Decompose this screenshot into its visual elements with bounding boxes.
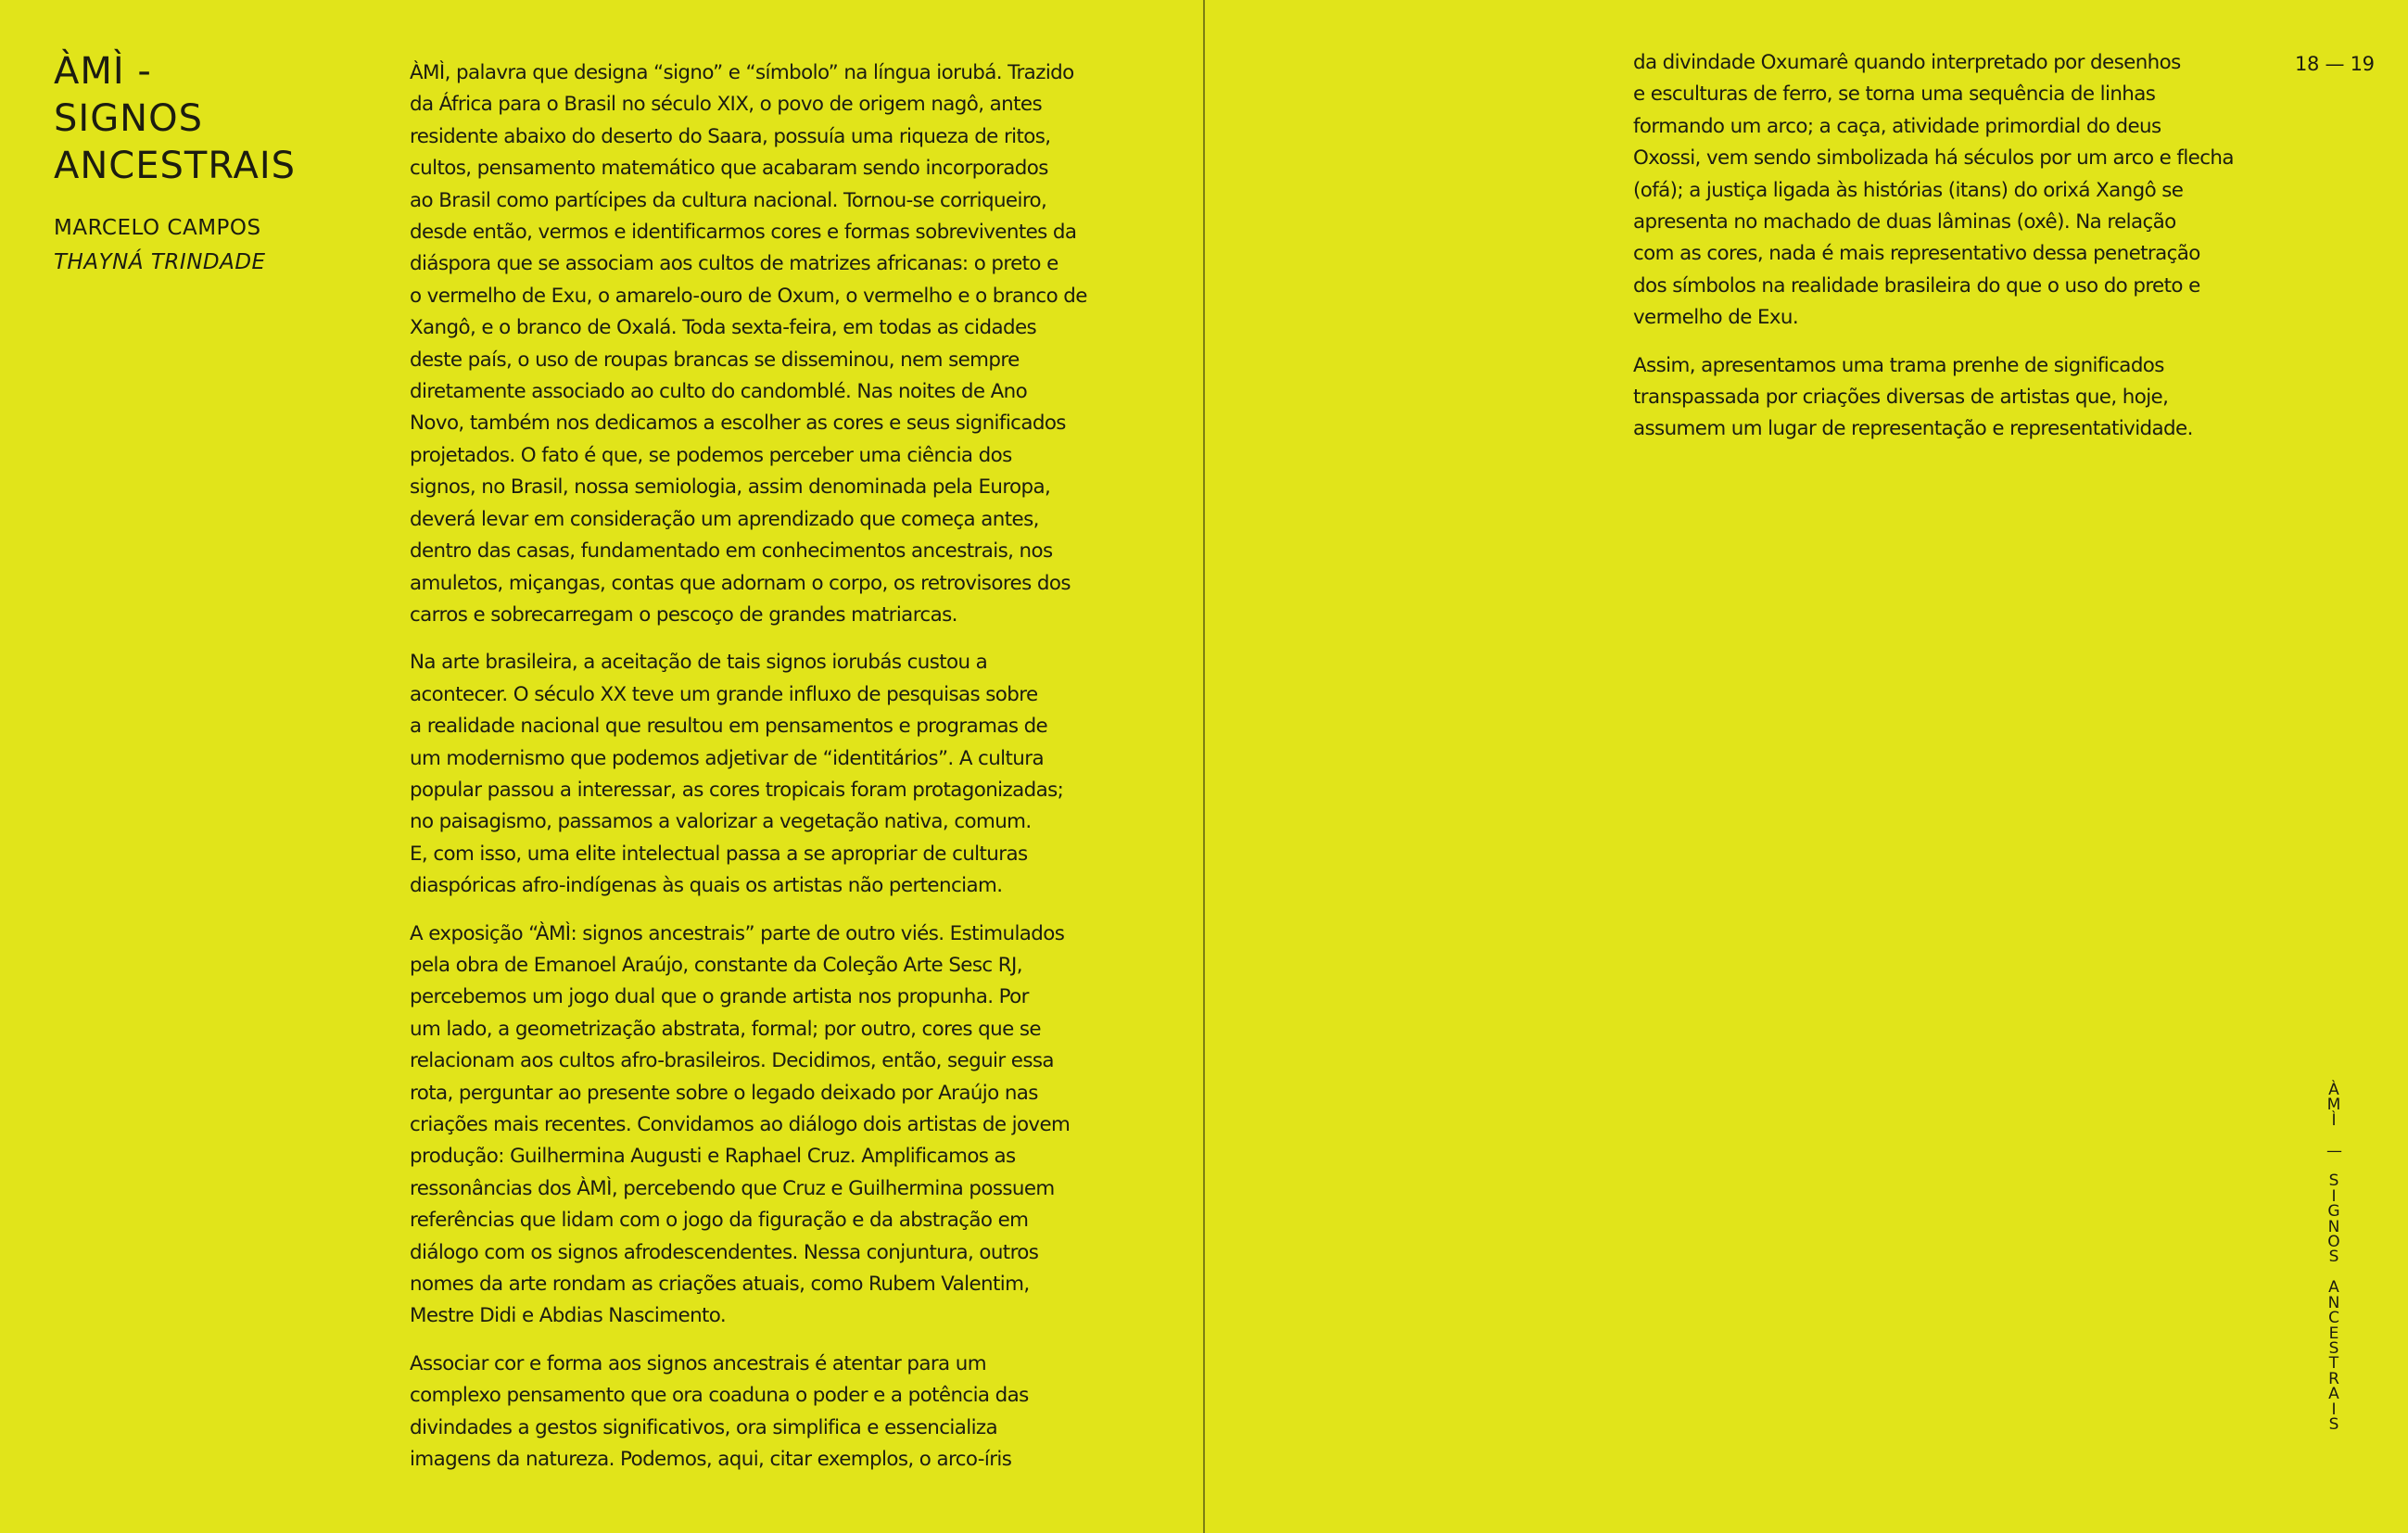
body-paragraph-1: ÀMÌ, palavra que designa “signo” e “símbolo” na língua iorubá. Trazido da África para o Brasil no século XIX, o povo de origem nagô, antes residente abaixo do deserto do Saara, possuía uma riqueza de ritos, cultos, pensamento matemático que acabaram sendo incorporados ao Brasil como partícipes da cultura nacional. Tornou-se corriqueiro, desde então, vermos e identificarmos cores e formas sobreviventes da diáspora que se associam aos cultos de matrizes africanas: o preto e o vermelho de Exu, o amarelo-ouro de Oxum, o vermelho e o branco de Xangô, e o branco de Oxalá. Toda sexta-feira, em todas as cidades deste país, o uso de roupas brancas se disseminou, nem sempre diretamente associado ao culto do candomblé. Nas noites de Ano Novo, também nos dedicamos a escolher as cores e seus significados projetados. O fato é que, se podemos perceber uma ciência dos signos, no Brasil, nossa semiologia, assim denominada pela Europa, deverá levar em consideração um aprendizado que começa antes, dentro das casas, fundamentado em conhecimentos ancestrais, nos amuletos, miçangas, contas que adornam o corpo, os retrovisores dos carros e sobrecarregam o pescoço de grandes matriarcas. [410, 61, 1087, 627]
left-page-body [410, 57, 1107, 1491]
author-block [54, 211, 266, 280]
body-paragraph-5: da divindade Oxumarê quando interpretado por desenhos e esculturas de ferro, se torna uma sequência de linhas formando um arco; a caça, atividade primordial do deus Oxossi, vem sendo simbolizada há séculos por um arco e flecha (ofá); a justiça ligada às histórias (itans) do orixá Xangô se apresenta no machado de duas lâminas (oxê). Na relação com as cores, nada é mais representativo dessa penetração dos símbolos na realidade brasileira do que o uso do preto e vermelho de Exu. [1633, 51, 2234, 330]
body-paragraph-3: A exposição “ÀMÌ: signos ancestrais” parte de outro viés. Estimulados pela obra de Emanoel Araújo, constante da Coleção Arte Sesc RJ, percebemos um jogo dual que o grande artista nos propunha. Por um lado, a geometrização abstrata, formal; por outro, cores que se relacionam aos cultos afro-brasileiros. Decidimos, então, seguir essa rota, perguntar ao presente sobre o legado deixado por Araújo nas criações mais recentes. Convidamos ao diálogo dois artistas de jovem produção: Guilhermina Augusti e Raphael Cruz. Amplificamos as ressonâncias dos ÀMÌ, percebendo que Cruz e Guilhermina possuem referências que lidam com o jogo da figuração e da abstração em diálogo com os signos afrodescendentes. Nessa conjuntura, outros nomes da arte rondam as criações atuais, como Rubem Valentim, Mestre Didi e Abdias Nascimento. [410, 921, 1071, 1328]
title-line-3: ANCESTRAIS [54, 145, 297, 187]
title-line-1: ÀMÌ - [54, 50, 152, 93]
chapter-title [54, 48, 296, 190]
right-page-body [1633, 47, 2273, 462]
author-name-1: MARCELO CAMPOS [54, 216, 261, 240]
author-name-2: THAYNÁ TRINDADE [54, 250, 266, 274]
title-line-2: SIGNOS [54, 97, 203, 140]
body-paragraph-4: Associar cor e forma aos signos ancestrais é atentar para um complexo pensamento que ora coaduna o poder e a potência das divindades a gestos significativos, ora simplifica e essencializa imagens da natureza. Podemos, aqui, citar exemplos, o arco-íris [410, 1351, 1029, 1472]
body-paragraph-6: Assim, apresentamos uma trama prenhe de significados transpassada por criações diversas de artistas que, hoje, assumem um lugar de representação e representatividade. [1633, 353, 2193, 441]
page-gutter [1203, 0, 1205, 1533]
body-paragraph-2: Na arte brasileira, a aceitação de tais signos iorubás custou a acontecer. O século XX teve um grande influxo de pesquisas sobre a realidade nacional que resultou em pensamentos e programas de um modernismo que podemos adjetivar de “identitários”. A cultura popular passou a interessar, as cores tropicais foram protagonizadas; no paisagismo, passamos a valorizar a vegetação nativa, comum. E, com isso, uma elite intelectual passa a se apropriar de culturas diaspóricas afro-indígenas às quais os artistas não pertenciam. [410, 651, 1064, 898]
page-numbers: 18 — 19 [2295, 53, 2375, 75]
vertical-running-title: À M Ì — S I G N O S A N C E S T R A I S [2326, 1081, 2342, 1434]
